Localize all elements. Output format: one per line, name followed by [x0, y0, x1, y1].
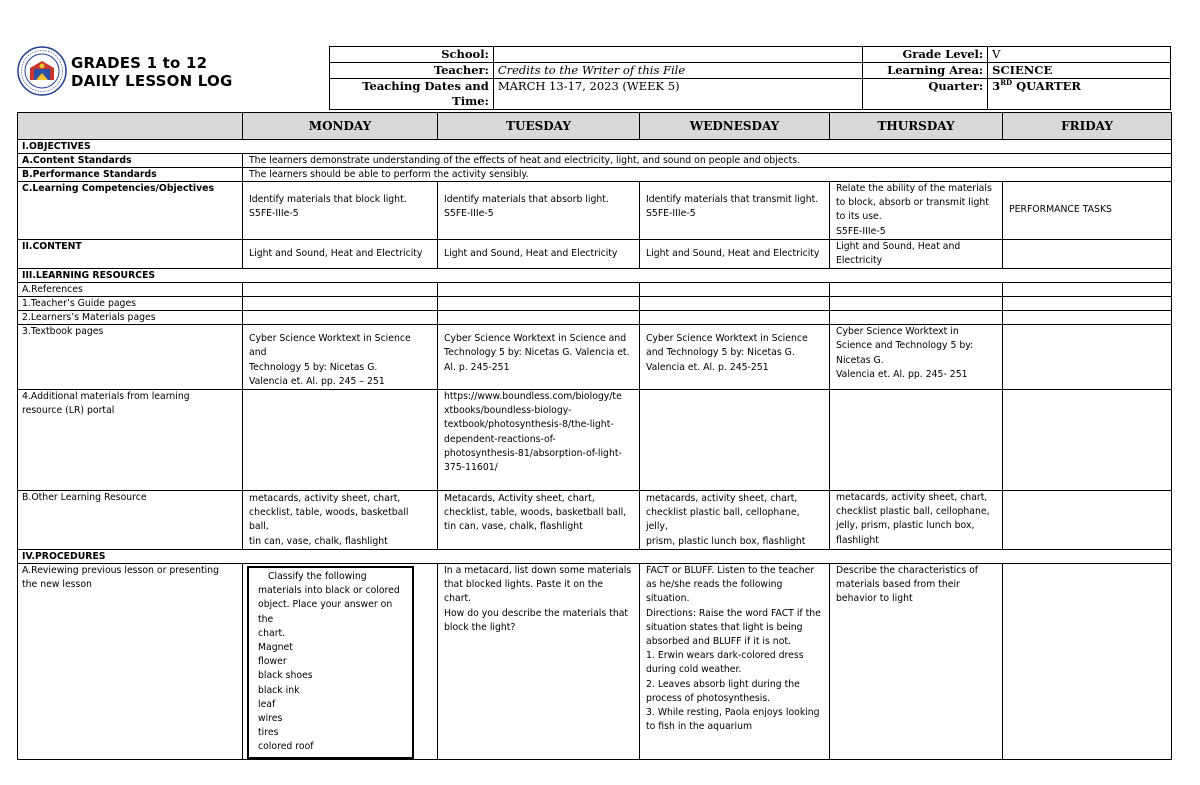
classify-activity-box: Classify the following materials into black or colored object. Place your answer on the chart. Magnet flower black shoes black ink leaf wires tires colored roof	[247, 566, 414, 759]
textbook-pages-label: 3.Textbook pages	[18, 325, 243, 390]
lesson-log-table	[17, 112, 1172, 760]
content-standards-text: The learners demonstrate understanding of the effects of heat and electricity, light, and sound on people and objects.	[243, 154, 1172, 168]
performance-standards-text: The learners should be able to perform the activity sensibly.	[243, 168, 1172, 182]
other-wednesday: metacards, activity sheet, chart, checklist plastic ball, cellophane, jelly, prism, plastic lunch box, flashlight	[640, 491, 830, 550]
content-standards-label: A.Content Standards	[18, 154, 243, 168]
day-monday: MONDAY	[243, 113, 438, 140]
additional-thursday	[830, 390, 1003, 491]
grade-level-label: Grade Level:	[863, 47, 988, 63]
reviewing-monday	[243, 564, 438, 760]
content-friday	[1003, 239, 1172, 268]
competency-tuesday: Identify materials that absorb light. S5FE-IIIe-5	[438, 182, 640, 240]
textbook-friday	[1003, 325, 1172, 390]
school-value	[493, 47, 862, 63]
corner-cell	[18, 113, 243, 140]
teaching-dates-label: Teaching Dates and Time:	[330, 79, 494, 110]
grade-level-value: V	[988, 47, 1171, 63]
section-learning-resources: III.LEARNING RESOURCES	[18, 269, 1172, 283]
textbook-tuesday: Cyber Science Worktext in Science and Technology 5 by: Nicetas G. Valencia et. Al. p. 245-251	[438, 325, 640, 390]
reviewing-wednesday: FACT or BLUFF. Listen to the teacher as he/she reads the following situation. Directions: Raise the word FACT if the situation states that light is being absorbed and BLUFF if it is not. 1. Erwin wears dark-colored dress during cold weather. 2. Leaves absorb light during the process of photosynthesis. 3. While resting, Paola enjoys looking to fish in the aquarium	[640, 564, 830, 760]
title-daily-lesson-log: DAILY LESSON LOG	[71, 72, 233, 90]
teachers-guide-label: 1.Teacher’s Guide pages	[18, 297, 243, 311]
other-monday: metacards, activity sheet, chart, checklist, table, woods, basketball ball, tin can, vase, chalk, flashlight	[243, 491, 438, 550]
content-tuesday: Light and Sound, Heat and Electricity	[438, 239, 640, 268]
quarter-label: Quarter:	[863, 79, 988, 110]
content-thursday: Light and Sound, Heat and Electricity	[830, 239, 1003, 268]
day-tuesday: TUESDAY	[438, 113, 640, 140]
other-friday	[1003, 491, 1172, 550]
title-grades: GRADES 1 to 12	[71, 54, 208, 72]
other-tuesday: Metacards, Activity sheet, chart, checklist, table, woods, basketball ball, tin can, vase, chalk, flashlight	[438, 491, 640, 550]
reviewing-friday	[1003, 564, 1172, 760]
section-procedures: IV.PROCEDURES	[18, 550, 1172, 564]
additional-materials-label: 4.Additional materials from learning resource (LR) portal	[18, 390, 243, 491]
day-wednesday: WEDNESDAY	[640, 113, 830, 140]
additional-tuesday-link[interactable]: https://www.boundless.com/biology/te xtbooks/boundless-biology- textbook/photosynthesis-8/the-light- dependent-reactions-of- photosynthesis-81/absorption-of-light- 375-11601/	[438, 390, 640, 491]
learning-area-label: Learning Area:	[863, 63, 988, 79]
reviewing-tuesday: In a metacard, list down some materials that blocked lights. Paste it on the chart. How do you describe the materials that block the light?	[438, 564, 640, 760]
section-objectives: I.OBJECTIVES	[18, 140, 1172, 154]
textbook-monday: Cyber Science Worktext in Science and Technology 5 by: Nicetas G. Valencia et. Al. pp. 245 – 251	[243, 325, 438, 390]
performance-standards-label: B.Performance Standards	[18, 168, 243, 182]
competency-monday: Identify materials that block light. S5FE-IIIe-5	[243, 182, 438, 240]
day-thursday: THURSDAY	[830, 113, 1003, 140]
additional-wednesday	[640, 390, 830, 491]
other-thursday: metacards, activity sheet, chart, checklist plastic ball, cellophane, jelly, prism, plastic lunch box, flashlight	[830, 491, 1003, 550]
day-friday: FRIDAY	[1003, 113, 1172, 140]
content-wednesday: Light and Sound, Heat and Electricity	[640, 239, 830, 268]
competencies-label: C.Learning Competencies/Objectives	[18, 182, 243, 240]
competency-thursday: Relate the ability of the materials to block, absorb or transmit light to its use. S5FE-IIIe-5	[830, 182, 1003, 240]
textbook-thursday: Cyber Science Worktext in Science and Technology 5 by: Nicetas G. Valencia et. Al. pp. 245- 251	[830, 325, 1003, 390]
teaching-dates-value: MARCH 13-17, 2023 (WEEK 5)	[493, 79, 862, 110]
references-label: A.References	[18, 283, 243, 297]
teacher-label: Teacher:	[330, 63, 494, 79]
reviewing-thursday: Describe the characteristics of materials based from their behavior to light	[830, 564, 1003, 760]
competency-friday: PERFORMANCE TASKS	[1003, 182, 1172, 240]
quarter-value: 3RD QUARTER	[988, 79, 1171, 110]
textbook-wednesday: Cyber Science Worktext in Science and Technology 5 by: Nicetas G. Valencia et. Al. p. 245-251	[640, 325, 830, 390]
content-label: II.CONTENT	[18, 239, 243, 268]
other-resources-label: B.Other Learning Resource	[18, 491, 243, 550]
learners-materials-label: 2.Learners’s Materials pages	[18, 311, 243, 325]
teacher-value: Credits to the Writer of this File	[493, 63, 862, 79]
content-monday: Light and Sound, Heat and Electricity	[243, 239, 438, 268]
deped-seal-logo	[17, 46, 67, 96]
learning-area-value: SCIENCE	[988, 63, 1171, 79]
school-label: School:	[330, 47, 494, 63]
additional-monday	[243, 390, 438, 491]
header-info-table	[329, 46, 1171, 110]
additional-friday	[1003, 390, 1172, 491]
competency-wednesday: Identify materials that transmit light. S5FE-IIIe-5	[640, 182, 830, 240]
reviewing-label: A.Reviewing previous lesson or presenting the new lesson	[18, 564, 243, 760]
